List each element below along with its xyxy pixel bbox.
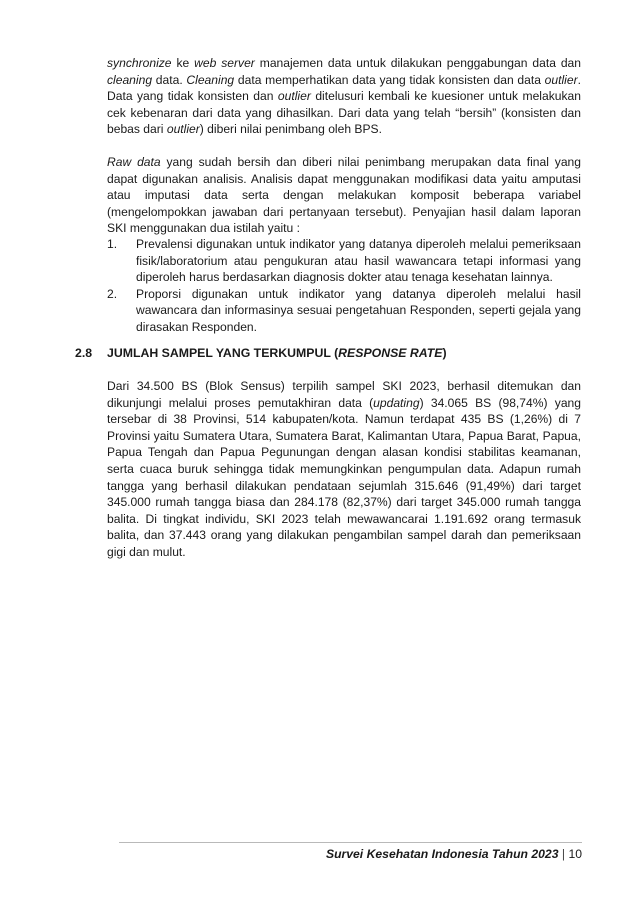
paragraph-text	[107, 55, 581, 138]
text-span: cleaning	[107, 72, 153, 87]
list-item	[107, 236, 581, 286]
text-span: ke	[171, 56, 195, 70]
text-span: updating	[373, 395, 420, 410]
text-span: )	[442, 346, 447, 360]
section-title	[107, 345, 447, 361]
list-item	[107, 286, 581, 336]
list-item-text: Prevalensi digunakan untuk indikator yang datanya diperoleh melalui pemeriksaan fisik/laboratorium atau pengukuran atau hasil wawancara tetapi informasi yang diperoleh harus berdasarkan diagnosis dokter atau tenaga kesehatan lainnya.	[136, 237, 581, 285]
text-span: ) diberi nilai penimbang oleh BPS.	[199, 122, 382, 137]
footer-separator: |	[558, 847, 569, 861]
text-span: . Data yang tidak konsisten dan	[107, 72, 581, 104]
section-number: 2.8	[75, 346, 93, 360]
term-list	[107, 236, 581, 336]
paragraph-text	[107, 154, 581, 237]
text-span: synchronize	[107, 56, 172, 70]
footer-divider	[119, 842, 582, 843]
text-span: outlier	[166, 122, 200, 137]
list-item-text: Proporsi digunakan untuk indikator yang datanya diperoleh melalui hasil wawancara dan informasinya sesuai pengetahuan Responden, seperti gejala yang dirasakan Responden.	[136, 286, 581, 334]
text-span: Raw data	[107, 155, 161, 169]
text-span: RESPONSE RATE	[338, 346, 443, 360]
text-span: yang sudah bersih dan diberi nilai penimbang merupakan data final yang dapat digunakan analisis. Analisis dapat menggunakan modifikasi data yaitu amputasi atau imputasi data serta dengan melakukan komposit beberapa variabel (mengelompokkan jawaban dari pertanyaan tersebut). Penyajian hasil dalam laporan SKI menggunakan dua istilah yaitu :	[107, 155, 582, 236]
paragraph-text	[107, 378, 581, 561]
list-item-number: 1.	[107, 237, 118, 251]
text-span: data.	[152, 72, 187, 87]
paragraph-response-rate	[107, 378, 581, 561]
text-span: Cleaning	[186, 72, 235, 87]
text-span: data memperhatikan data yang tidak konsisten dan data	[234, 72, 545, 87]
text-span: outlier	[277, 89, 311, 104]
text-span: ) 34.065 BS (98,74%) yang tersebar di 38 Provinsi, 514 kabupaten/kota. Namun terdapat 435 BS (1,26%) di 7 Provinsi yaitu Sumatera Utara, Sumatera Barat, Kalimantan Utara, Papua Barat, Papua, Papua Tengah dan Papua Pegunungan dengan alasan kondisi stabilitas keamanan, serta cuaca buruk sehingga tidak memungkinkan pengumpulan data. Adapun rumah tangga yang berhasil dilakukan pendataan sejumlah 315.646 (91,49%) dari target 345.000 rumah tangga biasa dan 284.178 (82,37%) dari target 345.000 rumah tangga balita. Di tingkat individu, SKI 2023 telah mewawancarai 1.191.692 orang termasuk balita, dan 37.443 orang yang dilakukan pengambilan sampel darah dan pemeriksaan gigi dan mulut.	[107, 395, 581, 559]
text-span: JUMLAH SAMPEL YANG TERKUMPUL (	[107, 346, 339, 360]
text-span: manajemen data untuk dilakukan penggabungan data dan	[254, 56, 582, 70]
text-span: web server	[194, 56, 255, 70]
page-footer	[326, 846, 582, 862]
text-span: outlier	[544, 72, 578, 87]
text-span: Dari 34.500 BS (Blok Sensus) terpilih sampel SKI 2023, berhasil ditemukan dan dikunjungi melalui proses pemutakhiran data (	[107, 379, 581, 410]
paragraph-raw-data	[107, 154, 581, 237]
paragraph-data-cleaning	[107, 55, 581, 138]
list-item-number: 2.	[107, 286, 118, 301]
footer-title: Survei Kesehatan Indonesia Tahun 2023	[325, 847, 559, 861]
text-span: ditelusuri kembali ke kuesioner untuk melakukan cek kebenaran dari data yang dihasilkan. Dari data yang telah “bersih” (konsisten dan bebas dari	[107, 89, 581, 137]
page-number: 10	[568, 847, 582, 861]
